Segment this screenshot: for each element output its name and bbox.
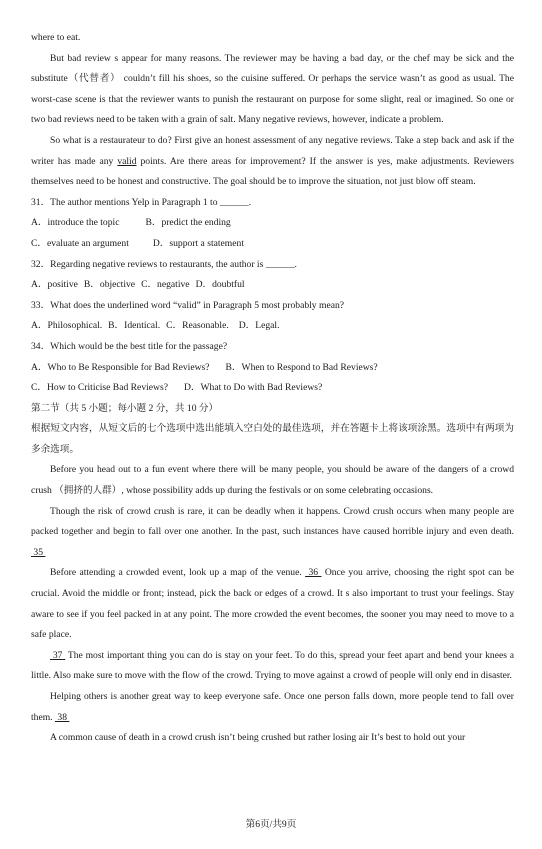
passage-a-line: where to eat. [31, 32, 81, 43]
option-line [31, 275, 514, 296]
question-32 [31, 255, 514, 296]
question-31 [31, 193, 514, 255]
blank-37: 37 [52, 649, 63, 661]
option: B．Identical. [108, 320, 161, 332]
option: D．What to Do with Bad Reviews? [183, 382, 323, 394]
option: D．doubtful [195, 279, 245, 291]
option: B．predict the ending [145, 217, 231, 229]
passage-b-paragraph: A common cause of death in a crowd crush isn’t being crushed but rather losing air It’s best to hold out your [50, 732, 466, 744]
option-line [31, 358, 514, 379]
question-stem: 34．Which would be the best title for the passage? [31, 340, 228, 352]
section-heading: 第二节（共 5 小题；每小题 2 分，共 10 分） [31, 402, 219, 414]
passage-b-paragraph: Before you head out to a fun event where there will be many people, you should be aware of the dangers of a crowd crush （拥挤的人群）, whose possibility adds up during the festivals or on some celebrating occasions. [31, 464, 514, 497]
underlined-word-valid: valid [117, 155, 137, 167]
option: A．Who to Be Responsible for Bad Reviews? [31, 361, 210, 373]
passage-text: Once you arrive, choosing the right spot can be crucial. Avoid the middle or front; instead, pick the back or edges of a crowd. It s also important to trust your feelings. Stay aware to see if you feel packed in at any point. The more crowded the event becomes, the sooner you may need to move to a safe place. [31, 567, 514, 641]
passage-b-paragraph [31, 646, 514, 687]
question-34 [31, 337, 514, 399]
passage-text: points. Are there areas for improvement? If the answer is yes, make adjustments. Reviewers themselves need to be honest and constructive. The goal should be to improve the situation, not just blow off steam. [31, 155, 514, 188]
passage-text: The most important thing you can do is stay on your feet. To do this, spread your feet apart and bend your knees a little. Also make sure to move with the flow of the crowd. Trying to move against a crowd of people will only end in disaster. [31, 649, 515, 682]
question-stem: 32．Regarding negative reviews to restaurants, the author is ______. [31, 258, 297, 270]
section-instructions: 根据短文内容，从短文后的七个选项中选出能填入空白处的最佳选项，并在答题卡上将该项涂黑。选项中有两项为多余选项。 [31, 423, 514, 455]
passage-b-paragraph [31, 502, 514, 564]
option: D．Legal. [238, 320, 280, 332]
passage-b-paragraph [31, 687, 514, 728]
question-stem: 33．What does the underlined word “valid” in Paragraph 5 most probably mean? [31, 299, 345, 311]
option: C．negative [141, 279, 190, 291]
option-line [31, 234, 514, 255]
option: A．Philosophical. [31, 320, 103, 332]
passage-a-paragraph-5 [31, 131, 514, 193]
passage-b-paragraph [31, 563, 514, 645]
question-stem: 31．The author mentions Yelp in Paragraph 1 to ______. [31, 196, 252, 208]
option: D．support a statement [152, 237, 244, 249]
blank-38: 38 [57, 711, 67, 723]
option: C．evaluate an argument [31, 237, 129, 249]
option-line [31, 316, 514, 337]
blank-35: 35 [33, 546, 43, 558]
passage-text: Helping others is another great way to keep everyone safe. Once one person falls down, more people tend to fall over them. [31, 691, 514, 723]
passage-text: So what is a restaurateur to do? First give an honest assessment of any negative reviews. Take a step back and ask if the writer has made any [31, 134, 514, 167]
passage-text: Before attending a crowded event, look up a map of the venue. [50, 567, 306, 579]
option: C．How to Criticise Bad Reviews? [31, 382, 168, 394]
option: A．introduce the topic [31, 217, 120, 229]
passage-a-paragraph: But bad review s appear for many reasons. The reviewer may be having a bad day, or the chef may be sick and the substitute（代替者） couldn’t fill his shoes, so the cuisine suffered. Or perhaps the service wasn’t as good as usual. The worst-case scene is that the reviewer wants to punish the restaurant on purpose for some slight, real or imagined. So one or two bad reviews need to be taken with a grain of salt. Many negative reviews, however, indicate a problem. [31, 52, 514, 126]
question-33 [31, 296, 514, 337]
option: B．When to Respond to Bad Reviews? [225, 361, 378, 373]
passage-text: Though the risk of crowd crush is rare, it can be deadly when it happens. Crowd crush occurs when many people are packed together and begin to fall over one another. In the past, such instances have caused horrible injury and even death. [31, 505, 514, 538]
option-line [31, 378, 514, 399]
option-line [31, 213, 514, 234]
page-number: 第6页/共9页 [245, 819, 297, 830]
blank-36: 36 [308, 567, 319, 579]
option: A．positive [31, 279, 78, 291]
option: B．objective [83, 279, 136, 291]
option: C．Reasonable. [166, 320, 229, 332]
